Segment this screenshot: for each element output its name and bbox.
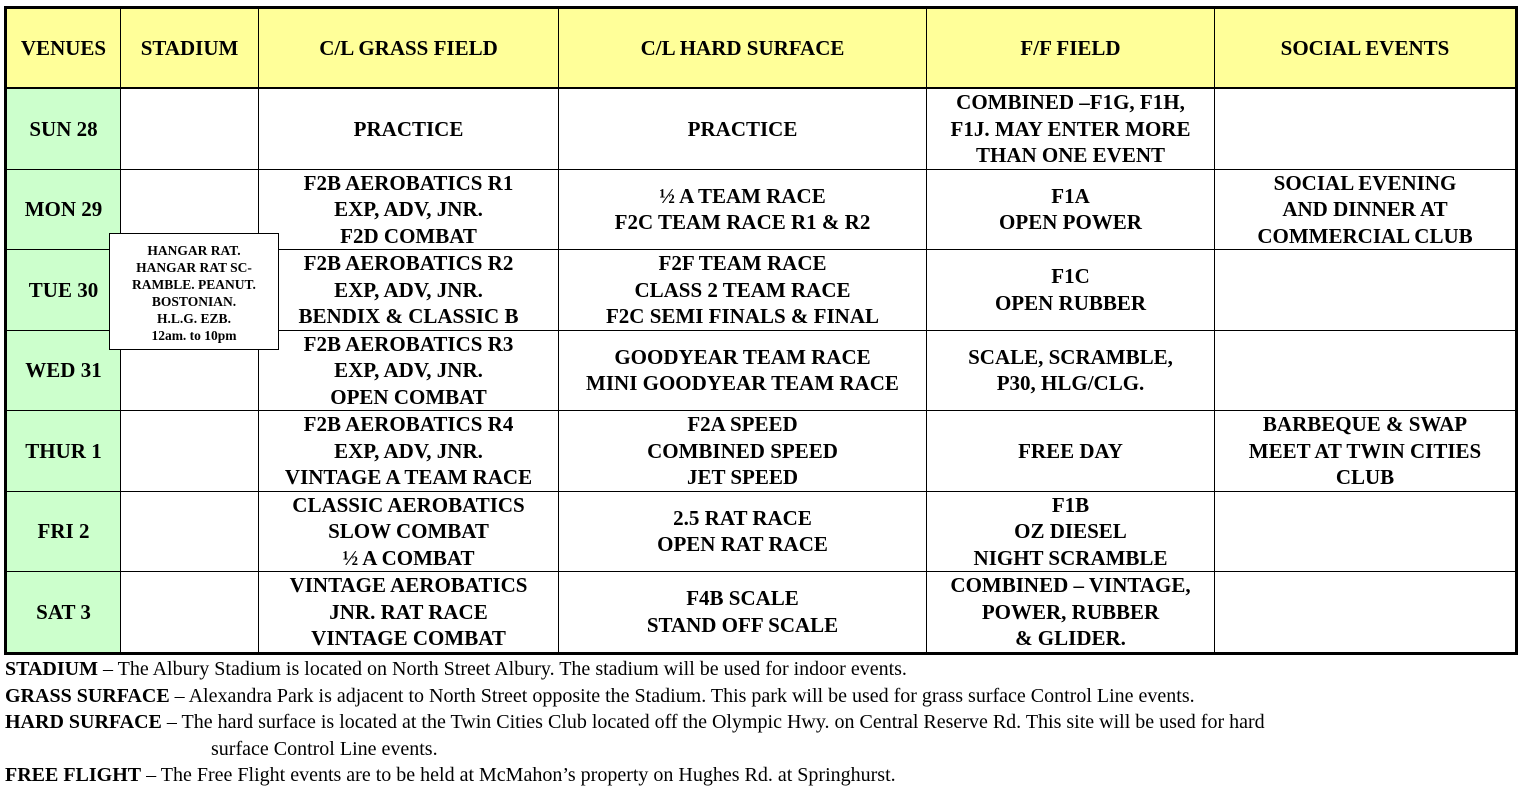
hard-surface-cell [559, 330, 927, 411]
note-line [5, 656, 1510, 683]
event-line: PRACTICE [353, 116, 464, 141]
event-line: BENDIX & CLASSIC B [298, 304, 519, 328]
grass-field-cell [259, 330, 559, 411]
event-line: OPEN RAT RACE [657, 532, 828, 557]
note-line [5, 709, 1510, 762]
stadium-event-line: HANGAR RAT SC- [136, 260, 252, 275]
social-events-cell [1215, 250, 1517, 331]
social-events-cell [1215, 572, 1517, 654]
event-line: EXP, ADV, JNR. [334, 358, 483, 382]
event-line: POWER, RUBBER [981, 599, 1160, 624]
stadium-event-line: RAMBLE. PEANUT. [132, 277, 256, 292]
table-row [6, 411, 1517, 492]
ff-field-cell [927, 169, 1215, 250]
event-line: NIGHT SCRAMBLE [973, 545, 1168, 570]
social-events-cell [1215, 169, 1517, 250]
note-label: STADIUM [5, 658, 98, 680]
day-cell: SAT 3 [6, 572, 121, 654]
hard-surface-cell [559, 491, 927, 572]
event-line: SCALE, SCRAMBLE, [968, 344, 1173, 369]
event-line: GOODYEAR TEAM RACE [614, 344, 871, 369]
social-events-cell [1215, 330, 1517, 411]
event-line: SLOW COMBAT [328, 519, 489, 543]
event-line: JET SPEED [686, 465, 799, 489]
event-line: EXP, ADV, JNR. [334, 438, 483, 463]
event-line: F2D COMBAT [340, 223, 477, 248]
note-line [5, 762, 1510, 789]
note-label: GRASS SURFACE [5, 684, 170, 707]
grass-field-cell [259, 572, 559, 654]
venue-notes [5, 656, 1510, 789]
event-line: OPEN POWER [999, 210, 1142, 235]
header-stadium: STADIUM [121, 8, 259, 89]
ff-field-cell [927, 491, 1215, 572]
hard-surface-cell [559, 88, 927, 169]
event-line: F2B AEROBATICS R1 [303, 170, 514, 195]
day-cell: THUR 1 [6, 411, 121, 492]
event-line: BARBEQUE & SWAP [1262, 412, 1468, 436]
note-line [5, 683, 1510, 710]
event-line: & GLIDER. [1015, 626, 1126, 650]
event-line: MINI GOODYEAR TEAM RACE [586, 371, 899, 396]
event-line: ½ A TEAM RACE [659, 183, 826, 208]
event-line: F1C [1051, 264, 1090, 289]
event-line: MEET AT TWIN CITIES [1248, 438, 1482, 463]
stadium-event-line: HANGAR RAT. [147, 243, 241, 258]
table-row [6, 491, 1517, 572]
day-cell: WED 31 [6, 330, 121, 411]
event-line: F2A SPEED [687, 412, 798, 436]
note-text: – The Free Flight events are to be held at McMahon’s property on Hughes Rd. at Springhurst. [141, 764, 896, 786]
social-events-cell [1215, 411, 1517, 492]
event-line: F2B AEROBATICS R2 [303, 251, 514, 275]
grass-field-cell [259, 88, 559, 169]
grass-field-cell [259, 250, 559, 331]
header-social-events: SOCIAL EVENTS [1215, 8, 1517, 89]
event-line: OZ DIESEL [1014, 519, 1127, 543]
event-line: VINTAGE A TEAM RACE [284, 465, 533, 489]
hard-surface-cell [559, 411, 927, 492]
stadium-cell [121, 411, 259, 492]
header-row [6, 8, 1517, 89]
event-line: COMMERCIAL CLUB [1257, 223, 1473, 248]
note-text: – The hard surface is located at the Twin Cities Club located off the Olympic Hwy. on Central Reserve Rd. This site will be used for hard [161, 711, 1265, 733]
social-events-cell [1215, 491, 1517, 572]
day-cell: FRI 2 [6, 491, 121, 572]
hard-surface-cell [559, 250, 927, 331]
event-line: OPEN RUBBER [994, 290, 1147, 315]
day-cell: TUE 30 [6, 250, 121, 331]
event-line: PRACTICE [687, 116, 798, 141]
event-line: EXP, ADV, JNR. [334, 197, 483, 221]
event-line: VINTAGE AEROBATICS [289, 573, 528, 597]
event-line: F2B AEROBATICS R3 [303, 331, 514, 356]
ff-field-cell [927, 411, 1215, 492]
table-row [6, 88, 1517, 169]
ff-field-cell [927, 250, 1215, 331]
event-line: F2B AEROBATICS R4 [303, 412, 514, 436]
event-line: F2F TEAM RACE [658, 251, 827, 275]
ff-field-cell [927, 88, 1215, 169]
event-line: AND DINNER AT [1282, 197, 1448, 221]
event-line: COMBINED –F1G, F1H, [956, 90, 1185, 114]
note-continuation: surface Control Line events. [211, 737, 438, 760]
event-line: JNR. RAT RACE [329, 599, 488, 624]
event-line: FREE DAY [1018, 438, 1123, 463]
day-cell: SUN 28 [6, 88, 121, 169]
event-line: COMBINED SPEED [647, 438, 838, 463]
stadium-cell [121, 88, 259, 169]
note-label: FREE FLIGHT [5, 764, 142, 786]
event-line: F1J. MAY ENTER MORE [950, 116, 1191, 141]
grass-field-cell [259, 169, 559, 250]
event-line: F2C SEMI FINALS & FINAL [605, 304, 880, 328]
header-grass-field: C/L GRASS FIELD [259, 8, 559, 89]
event-line: F2C TEAM RACE R1 & R2 [614, 210, 871, 235]
event-line: STAND OFF SCALE [646, 612, 839, 637]
event-line: OPEN COMBAT [330, 384, 487, 409]
social-events-cell [1215, 88, 1517, 169]
event-line: CLUB [1335, 465, 1395, 489]
note-text: – The Albury Stadium is located on North Street Albury. The stadium will be used for indoor events. [97, 658, 907, 680]
stadium-event-line: 12am. to 10pm [151, 328, 237, 343]
note-text: – Alexandra Park is adjacent to North Street opposite the Stadium. This park will be used for grass surface Control Line events. [169, 684, 1195, 707]
event-line: SOCIAL EVENING [1273, 170, 1457, 195]
header-venues: VENUES [6, 8, 121, 89]
event-line: CLASSIC AEROBATICS [292, 492, 525, 517]
event-line: 2.5 RAT RACE [673, 505, 812, 530]
event-line: F1A [1051, 183, 1090, 208]
hard-surface-cell [559, 169, 927, 250]
event-line: F4B SCALE [686, 586, 799, 611]
event-line: THAN ONE EVENT [975, 143, 1166, 167]
header-ff-field: F/F FIELD [927, 8, 1215, 89]
grass-field-cell [259, 491, 559, 572]
event-line: VINTAGE COMBAT [311, 626, 506, 650]
ff-field-cell [927, 330, 1215, 411]
ff-field-cell [927, 572, 1215, 654]
table-row [6, 572, 1517, 654]
event-line: COMBINED – VINTAGE, [950, 573, 1191, 597]
event-line: F1B [1051, 492, 1090, 517]
day-cell: MON 29 [6, 169, 121, 250]
hard-surface-cell [559, 572, 927, 654]
grass-field-cell [259, 411, 559, 492]
event-line: ½ A COMBAT [342, 545, 475, 570]
event-line: CLASS 2 TEAM RACE [634, 277, 851, 302]
stadium-event-line: BOSTONIAN. [151, 294, 237, 309]
stadium-cell [121, 572, 259, 654]
note-label: HARD SURFACE [5, 711, 162, 733]
stadium-events-box [109, 233, 279, 350]
stadium-cell [121, 491, 259, 572]
header-hard-surface: C/L HARD SURFACE [559, 8, 927, 89]
event-line: P30, HLG/CLG. [996, 371, 1145, 396]
stadium-event-line: H.L.G. EZB. [157, 311, 231, 326]
event-line: EXP, ADV, JNR. [334, 277, 483, 302]
